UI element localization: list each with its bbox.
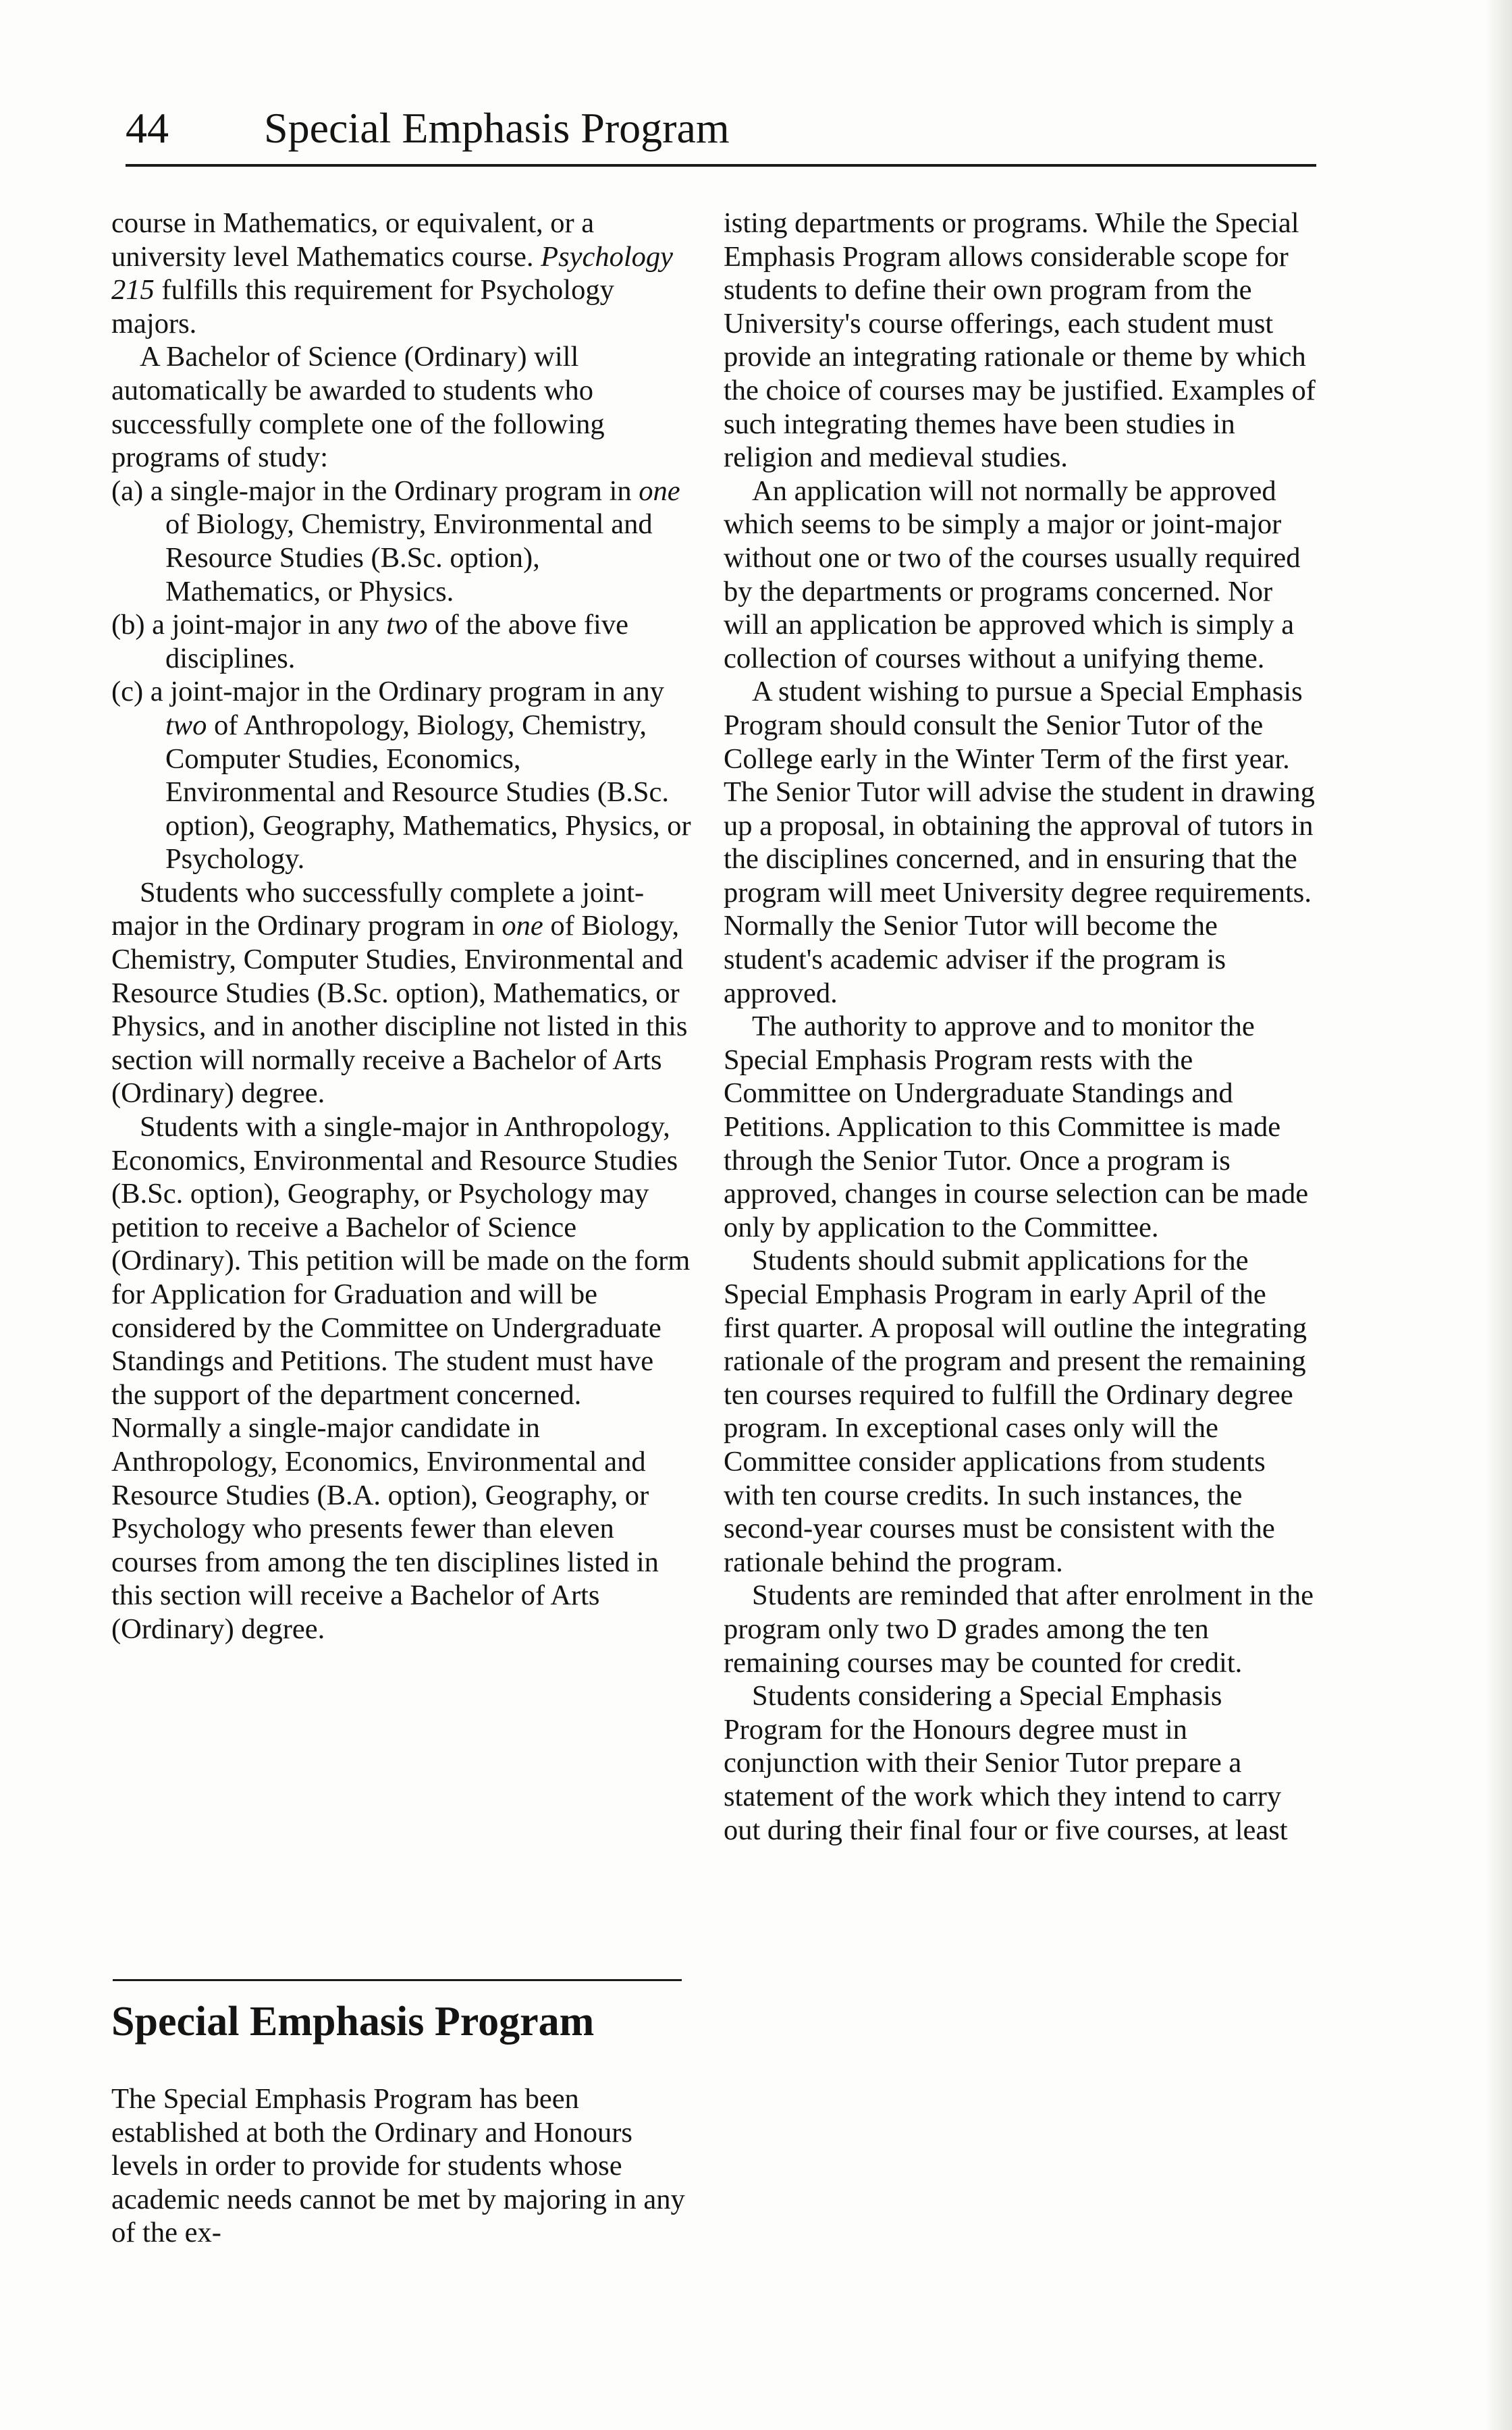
left-column xyxy=(111,207,692,1646)
section-rule xyxy=(113,1979,682,1981)
paragraph: The authority to approve and to monitor the Special Emphasis Program rests with the Committee on Undergraduate Standings and Petitions. Application to this Committee is made through the Senior Tutor. Once a program is approved, changes in course selection can be made only by application to the Committee. xyxy=(724,1010,1309,1243)
paragraph: Students are reminded that after enrolment in the program only two D grades among the ten remaining courses may be counted for credit. xyxy=(724,1580,1314,1679)
page-number: 44 xyxy=(126,104,169,152)
paragraph: A student wishing to pursue a Special Emphasis Program should consult the Senior Tutor of the College early in the Winter Term of the first year. The Senior Tutor will advise the student in drawing up a proposal, in obtaining the approval of tutors in the disciplines concerned, and in ensuring that the program will meet University degree requirements. Normally the Senior Tutor will become the student's academic adviser if the program is approved. xyxy=(724,676,1315,1009)
paragraph: isting departments or programs. While the Special Emphasis Program allows considerable scope for students to define their own program from the University's course offerings, each student must provide an integrating rationale or theme by which the choice of courses may be justified. Examples of such integrating themes have been studies in religion and medieval studies. xyxy=(724,207,1316,474)
header-rule xyxy=(126,164,1316,167)
section-heading: Special Emphasis Program xyxy=(111,1999,595,2045)
paragraph: Students considering a Special Emphasis Program for the Honours degree must in conjunction with their Senior Tutor prepare a statement of the work which they intend to carry out during their final four or five courses, at least xyxy=(724,1680,1288,1846)
list-item: (b) a joint-major in any two of the above five disciplines. xyxy=(111,609,628,674)
paragraph: Students who successfully complete a joint-major in the Ordinary program in one of Biology, Chemistry, Computer Studies, Environmental and Resource Studies (B.Sc. option), Mathematics, or Physics, and in another discipline not listed in this section will normally receive a Bachelor of Arts (Ordinary) degree. xyxy=(111,876,688,1110)
paragraph: A Bachelor of Science (Ordinary) will automatically be awarded to students who successfully complete one of the following programs of study: xyxy=(111,341,605,474)
page-header xyxy=(126,96,1316,163)
right-column xyxy=(724,207,1318,1847)
list-item: (c) a joint-major in the Ordinary program in any two of Anthropology, Biology, Chemistry, Computer Studies, Economics, Environmental and Resource Studies (B.Sc. option), Geography, Mathematics, Physics, or Psychology. xyxy=(111,676,691,875)
list-item: (a) a single-major in the Ordinary program in one of Biology, Chemistry, Environmental and Resource Studies (B.Sc. option), Mathematics, or Physics. xyxy=(111,475,680,608)
page-edge-shadow xyxy=(1485,0,1512,2430)
section-intro-paragraph: The Special Emphasis Program has been established at both the Ordinary and Honours levels in order to provide for students whose academic needs cannot be met by majoring in any of the ex- xyxy=(111,2083,685,2249)
running-title: Special Emphasis Program xyxy=(264,104,730,152)
paragraph: course in Mathematics, or equivalent, or a university level Mathematics course. Psychology 215 fulfills this requirement for Psychology majors. xyxy=(111,207,674,340)
paragraph: Students with a single-major in Anthropology, Economics, Environmental and Resource Studies (B.Sc. option), Geography, or Psychology may petition to receive a Bachelor of Science (Ordinary). This petition will be made on the form for Application for Graduation and will be considered by the Committee on Undergraduate Standings and Petitions. The student must have the support of the department concerned. Normally a single-major candidate in Anthropology, Economics, Environmental and Resource Studies (B.A. option), Geography, or Psychology who presents fewer than eleven courses from among the ten disciplines listed in this section will receive a Bachelor of Arts (Ordinary) degree. xyxy=(111,1111,691,1645)
paragraph: Students should submit applications for the Special Emphasis Program in early April of the first quarter. A proposal will outline the integrating rationale of the program and present the remaining ten courses required to fulfill the Ordinary degree program. In exceptional cases only will the Committee consider applications from students with ten course credits. In such instances, the second-year courses must be consistent with the rationale behind the program. xyxy=(724,1245,1307,1578)
paragraph: An application will not normally be approved which seems to be simply a major or joint-major without one or two of the courses usually required by the departments or programs concerned. Nor will an application be approved which is simply a collection of courses without a unifying theme. xyxy=(724,475,1301,674)
